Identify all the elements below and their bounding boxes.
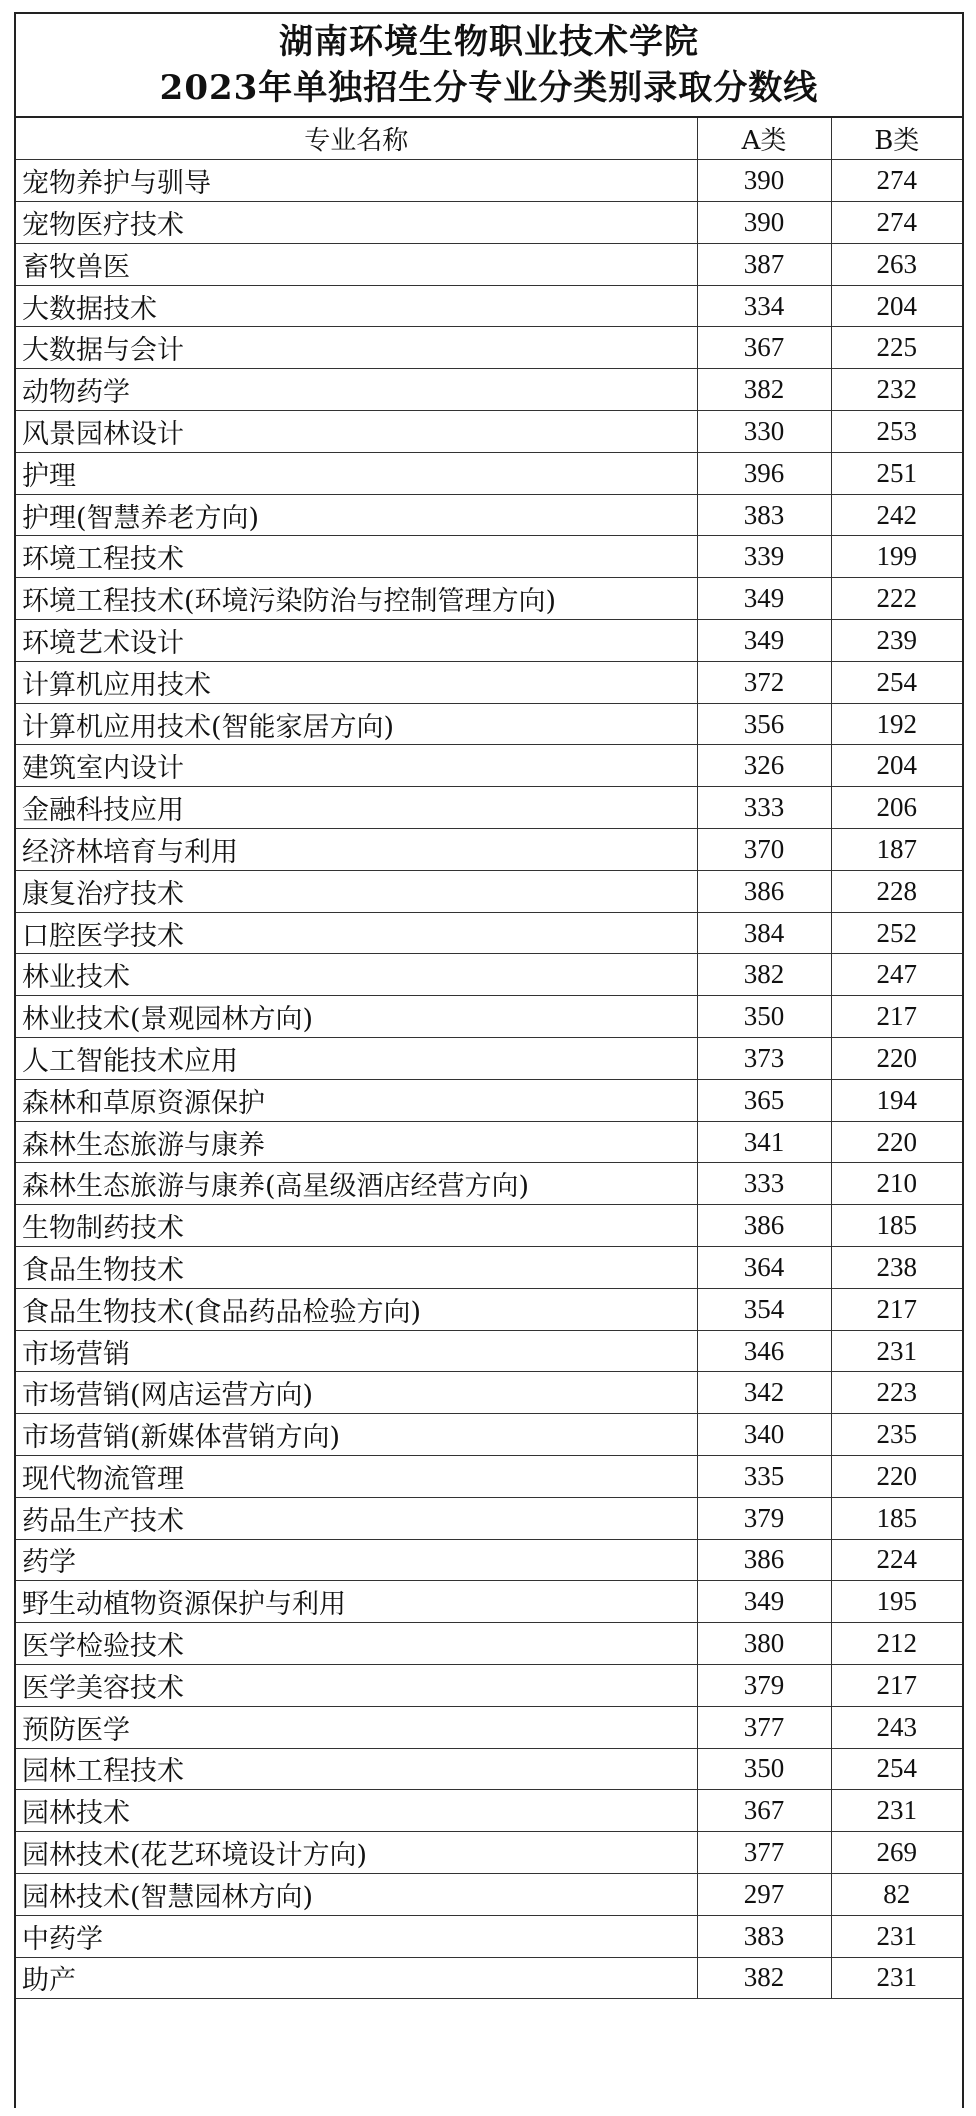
score-a-cell: 365 [697,1079,831,1121]
table-body [16,160,962,1999]
score-b-cell: 185 [831,1205,962,1247]
table-row [16,912,962,954]
score-a-cell: 341 [697,1121,831,1163]
major-name-cell: 现代物流管理 [16,1456,697,1498]
major-name-cell: 助产 [16,1957,697,1999]
table-row [16,1497,962,1539]
score-b-cell: 224 [831,1539,962,1581]
major-name-cell: 预防医学 [16,1706,697,1748]
major-name-cell: 药品生产技术 [16,1497,697,1539]
score-a-cell: 390 [697,160,831,202]
score-b-cell: 239 [831,620,962,662]
score-b-cell: 220 [831,1456,962,1498]
table-row [16,703,962,745]
score-a-cell: 330 [697,411,831,453]
major-name-cell: 中药学 [16,1915,697,1957]
header-major-name: 专业名称 [16,118,697,160]
score-a-cell: 372 [697,661,831,703]
score-a-cell: 364 [697,1247,831,1289]
score-a-cell: 340 [697,1414,831,1456]
table-row [16,661,962,703]
table-row [16,1372,962,1414]
table-row [16,452,962,494]
table-row [16,870,962,912]
score-a-cell: 367 [697,1790,831,1832]
major-name-cell: 护理 [16,452,697,494]
major-name-cell: 环境艺术设计 [16,620,697,662]
major-name-cell: 计算机应用技术 [16,661,697,703]
score-a-cell: 379 [697,1664,831,1706]
major-name-cell: 园林工程技术 [16,1748,697,1790]
major-name-cell: 林业技术(景观园林方向) [16,996,697,1038]
score-a-cell: 383 [697,494,831,536]
table-row [16,1915,962,1957]
score-a-cell: 387 [697,243,831,285]
score-a-cell: 349 [697,578,831,620]
table-row [16,1288,962,1330]
major-name-cell: 食品生物技术 [16,1247,697,1289]
table-row [16,1748,962,1790]
score-a-cell: 379 [697,1497,831,1539]
score-b-cell: 220 [831,1121,962,1163]
table-row [16,1247,962,1289]
table-row [16,787,962,829]
table-row [16,1121,962,1163]
score-a-cell: 346 [697,1330,831,1372]
table-row [16,1623,962,1665]
document-subtitle: 2023年单独招生分专业分类别录取分数线 [159,68,819,108]
header-category-b: B类 [831,118,962,160]
score-b-cell: 242 [831,494,962,536]
table-row [16,996,962,1038]
score-a-cell: 386 [697,870,831,912]
table-header-row [16,118,962,160]
major-name-cell: 园林技术 [16,1790,697,1832]
major-name-cell: 食品生物技术(食品药品检验方向) [16,1288,697,1330]
table-row [16,1832,962,1874]
institution-title: 湖南环境生物职业技术学院 [279,22,699,62]
score-a-cell: 367 [697,327,831,369]
table-row [16,829,962,871]
major-name-cell: 环境工程技术(环境污染防治与控制管理方向) [16,578,697,620]
score-b-cell: 263 [831,243,962,285]
major-name-cell: 市场营销(网店运营方向) [16,1372,697,1414]
score-b-cell: 254 [831,661,962,703]
score-b-cell: 238 [831,1247,962,1289]
score-a-cell: 377 [697,1832,831,1874]
score-b-cell: 217 [831,1664,962,1706]
major-name-cell: 建筑室内设计 [16,745,697,787]
score-b-cell: 231 [831,1915,962,1957]
header-category-a: A类 [697,118,831,160]
table-row [16,954,962,996]
score-b-cell: 194 [831,1079,962,1121]
score-b-cell: 243 [831,1706,962,1748]
table-row [16,536,962,578]
table-row [16,1163,962,1205]
major-name-cell: 畜牧兽医 [16,243,697,285]
score-b-cell: 254 [831,1748,962,1790]
score-b-cell: 231 [831,1790,962,1832]
score-b-cell: 231 [831,1957,962,1999]
table-row [16,243,962,285]
major-name-cell: 大数据技术 [16,285,697,327]
major-name-cell: 市场营销 [16,1330,697,1372]
score-a-cell: 386 [697,1539,831,1581]
table-row [16,578,962,620]
score-b-cell: 225 [831,327,962,369]
major-name-cell: 金融科技应用 [16,787,697,829]
major-name-cell: 人工智能技术应用 [16,1038,697,1080]
score-b-cell: 199 [831,536,962,578]
table-row [16,1957,962,1999]
score-a-cell: 377 [697,1706,831,1748]
score-a-cell: 333 [697,1163,831,1205]
score-a-cell: 380 [697,1623,831,1665]
major-name-cell: 动物药学 [16,369,697,411]
table-row [16,1539,962,1581]
score-a-cell: 333 [697,787,831,829]
score-a-cell: 356 [697,703,831,745]
score-b-cell: 253 [831,411,962,453]
score-a-cell: 349 [697,620,831,662]
score-a-cell: 297 [697,1873,831,1915]
score-a-cell: 354 [697,1288,831,1330]
table-row [16,494,962,536]
major-name-cell: 计算机应用技术(智能家居方向) [16,703,697,745]
major-name-cell: 经济林培育与利用 [16,829,697,871]
score-b-cell: 231 [831,1330,962,1372]
major-name-cell: 环境工程技术 [16,536,697,578]
score-a-cell: 382 [697,954,831,996]
score-b-cell: 204 [831,285,962,327]
major-name-cell: 宠物医疗技术 [16,202,697,244]
score-a-cell: 384 [697,912,831,954]
score-b-cell: 185 [831,1497,962,1539]
score-b-cell: 220 [831,1038,962,1080]
score-b-cell: 232 [831,369,962,411]
score-a-cell: 382 [697,369,831,411]
table-row [16,369,962,411]
major-name-cell: 风景园林设计 [16,411,697,453]
score-a-cell: 373 [697,1038,831,1080]
major-name-cell: 园林技术(智慧园林方向) [16,1873,697,1915]
score-b-cell: 187 [831,829,962,871]
major-name-cell: 园林技术(花艺环境设计方向) [16,1832,697,1874]
major-name-cell: 医学检验技术 [16,1623,697,1665]
score-a-cell: 350 [697,1748,831,1790]
score-a-cell: 382 [697,1957,831,1999]
score-a-cell: 386 [697,1205,831,1247]
score-a-cell: 370 [697,829,831,871]
score-a-cell: 349 [697,1581,831,1623]
score-b-cell: 274 [831,160,962,202]
score-b-cell: 269 [831,1832,962,1874]
table-row [16,202,962,244]
major-name-cell: 口腔医学技术 [16,912,697,954]
score-b-cell: 217 [831,1288,962,1330]
score-b-cell: 222 [831,578,962,620]
score-a-cell: 342 [697,1372,831,1414]
score-table [16,118,962,1999]
table-row [16,1581,962,1623]
score-b-cell: 274 [831,202,962,244]
score-b-cell: 247 [831,954,962,996]
score-b-cell: 82 [831,1873,962,1915]
score-b-cell: 235 [831,1414,962,1456]
table-row [16,1456,962,1498]
score-b-cell: 206 [831,787,962,829]
major-name-cell: 生物制药技术 [16,1205,697,1247]
score-sheet [14,12,964,2108]
table-row [16,1038,962,1080]
document-title-block [16,14,962,118]
table-row [16,160,962,202]
table-row [16,1790,962,1832]
table-row [16,1079,962,1121]
table-row [16,285,962,327]
table-row [16,1205,962,1247]
major-name-cell: 森林和草原资源保护 [16,1079,697,1121]
major-name-cell: 森林生态旅游与康养(高星级酒店经营方向) [16,1163,697,1205]
score-a-cell: 326 [697,745,831,787]
score-b-cell: 223 [831,1372,962,1414]
score-a-cell: 383 [697,1915,831,1957]
score-b-cell: 195 [831,1581,962,1623]
table-row [16,327,962,369]
major-name-cell: 野生动植物资源保护与利用 [16,1581,697,1623]
score-a-cell: 396 [697,452,831,494]
major-name-cell: 森林生态旅游与康养 [16,1121,697,1163]
major-name-cell: 护理(智慧养老方向) [16,494,697,536]
score-b-cell: 251 [831,452,962,494]
table-row [16,411,962,453]
score-b-cell: 192 [831,703,962,745]
score-b-cell: 228 [831,870,962,912]
major-name-cell: 康复治疗技术 [16,870,697,912]
major-name-cell: 大数据与会计 [16,327,697,369]
score-b-cell: 204 [831,745,962,787]
table-row [16,745,962,787]
major-name-cell: 宠物养护与驯导 [16,160,697,202]
score-b-cell: 212 [831,1623,962,1665]
score-b-cell: 252 [831,912,962,954]
score-b-cell: 210 [831,1163,962,1205]
table-row [16,620,962,662]
score-a-cell: 335 [697,1456,831,1498]
score-a-cell: 350 [697,996,831,1038]
score-a-cell: 390 [697,202,831,244]
table-row [16,1873,962,1915]
major-name-cell: 市场营销(新媒体营销方向) [16,1414,697,1456]
major-name-cell: 林业技术 [16,954,697,996]
table-row [16,1414,962,1456]
table-row [16,1664,962,1706]
major-name-cell: 医学美容技术 [16,1664,697,1706]
score-a-cell: 334 [697,285,831,327]
score-b-cell: 217 [831,996,962,1038]
table-row [16,1706,962,1748]
table-row [16,1330,962,1372]
major-name-cell: 药学 [16,1539,697,1581]
score-a-cell: 339 [697,536,831,578]
